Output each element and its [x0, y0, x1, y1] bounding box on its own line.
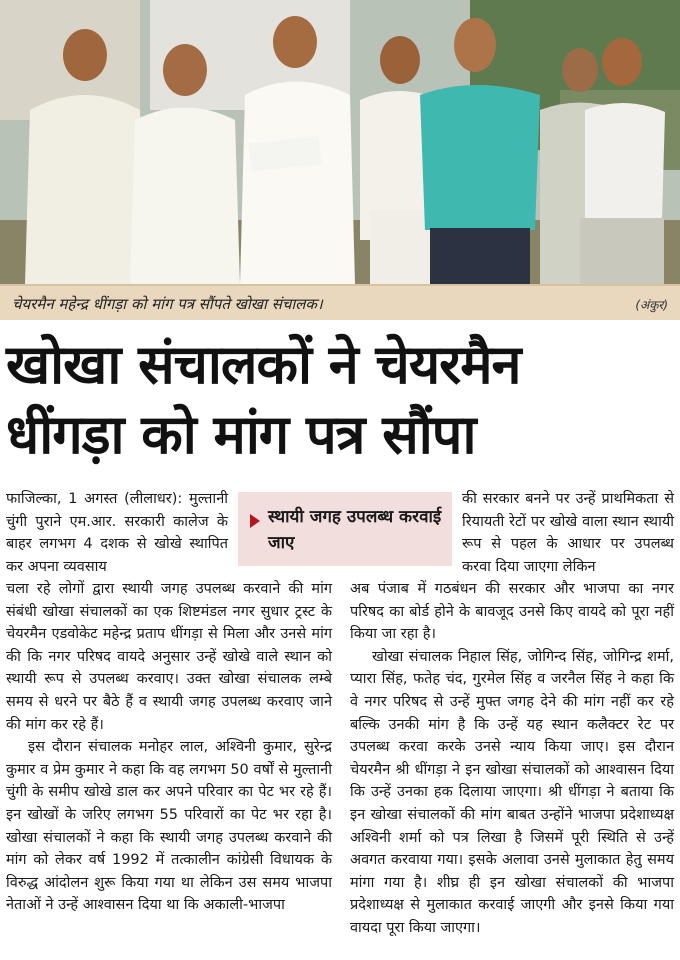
dateline: फाजिल्का, 1 अगस्त (लीलाधर):: [6, 491, 183, 507]
left-top-text: मुल्तानी चुंगी पुराने एम.आर. सरकारी कालेज के बाहर लगभग 4 दशक से खोखे स्थापित कर अपना व्यवसाय: [6, 491, 228, 575]
right-paragraph-1: अब पंजाब में गठबंधन की सरकार और भाजपा का नगर परिषद का बोर्ड होने के बावजूद उनसे किए वायदे को पूरा नहीं किया जा रहा है।: [350, 581, 674, 643]
left-paragraph-1: चला रहे लोगों द्वारा स्थायी जगह उपलब्ध करवाने की मांग संबंधी खोखा संचालकों का एक शिष्टमंडल नगर सुधार ट्रस्ट के चेयरमैन एडवोकेट महेन्द्र प्रताप धींगड़ा से मिला और उनसे मांग की कि नगर परिषद वायदे अनुसार उन्हें खोखे वाले स्थान को स्थायी रूप से उपलब्ध करवाए। उक्त खोखा संचालक लम्बे समय से धरने पर बैठे हैं व स्थायी जगह उपलब्ध करवाए जाने की मांग कर रहे हैं।: [6, 581, 332, 733]
headline-line-2: धींगड़ा को मांग पत्र सौंपा: [6, 403, 476, 466]
right-top-text: की सरकार बनने पर उन्हें प्राथमिकता से रियायती रेटों पर खोखे वाला स्थान स्थायी रूप से पहल के आधार पर उपलब्ध करवा दिया जाएगा लेकिन: [462, 491, 674, 575]
headline: [6, 330, 676, 470]
group-photo-illustration: [0, 0, 680, 284]
pullquote-text: स्थायी जगह उपलब्ध करवाई जाए: [268, 507, 442, 553]
article-column-right: [350, 578, 674, 940]
news-photo: [0, 0, 680, 284]
article-column-left-top: [6, 488, 228, 578]
photo-caption: चेयरमैन महेन्द्र धींगड़ा को मांग पत्र सौंपते खोखा संचालक।: [12, 295, 323, 313]
right-paragraph-2: खोखा संचालक निहाल सिंह, जोगिन्द सिंह, जोगिन्द्र शर्मा, प्यारा सिंह, फतेह चंद, गुरमेल सिंह व जरनैल सिंह ने कहा कि वे नगर परिषद से उन्हें मुफ्त जगह देने की मांग नहीं कर रहे बल्कि उनकी मांग है कि उन्हें यह स्थान कलैक्टर रेट पर उपलब्ध करवा करके उनसे न्याय किया जाए। इस दौरान चेयरमैन श्री धींगड़ा ने इन खोखा संचालकों को आश्वासन दिया कि उन्हें उनका हक दिलाया जाएगा। श्री धींगड़ा ने बताया कि इन खोखा संचालकों की मांग बाबत उन्होंने भाजपा प्रदेशाध्यक्ष अश्विनी शर्मा को पत्र लिखा है जिसमें पूरी स्थिति से उन्हें अवगत करवाया गया। इसके अलावा उनसे मुलाकात हेतु समय मांगा गया है। शीघ्र ही इन खोखा संचालकों की भाजपा प्रदेशाध्यक्ष से मुलाकात करवाई जाएगी और इनसे किया गया वायदा पूरा किया जाएगा।: [350, 648, 674, 936]
article-column-right-top: [462, 488, 674, 578]
article-column-left: [6, 578, 332, 917]
pullquote-box: [238, 492, 452, 566]
arrow-right-icon: [250, 514, 260, 528]
headline-line-1: खोखा संचालकों ने चेयरमैन: [6, 333, 521, 396]
photo-credit: (अंकुर): [635, 298, 668, 312]
left-paragraph-2: इस दौरान संचालक मनोहर लाल, अश्विनी कुमार, सुरेन्द्र कुमार व प्रेम कुमार ने कहा कि वह लगभग 50 वर्षों से मुल्तानी चुंगी के समीप खोखे डाल कर अपने परिवार का पेट भर रहे हैं। इन खोखों के जरिए लगभग 55 परिवारों का पेट भर रहा है। खोखा संचालकों ने कहा कि स्थायी जगह उपलब्ध करवाने की मांग को लेकर वर्ष 1992 में तत्कालीन कांग्रेसी विधायक के विरुद्ध आंदोलन शुरू किया गया था लेकिन उस समय भाजपा नेताओं ने उन्हें आश्वासन दिया था कि अकाली-भाजपा: [6, 739, 332, 914]
photo-caption-bar: [0, 284, 680, 320]
